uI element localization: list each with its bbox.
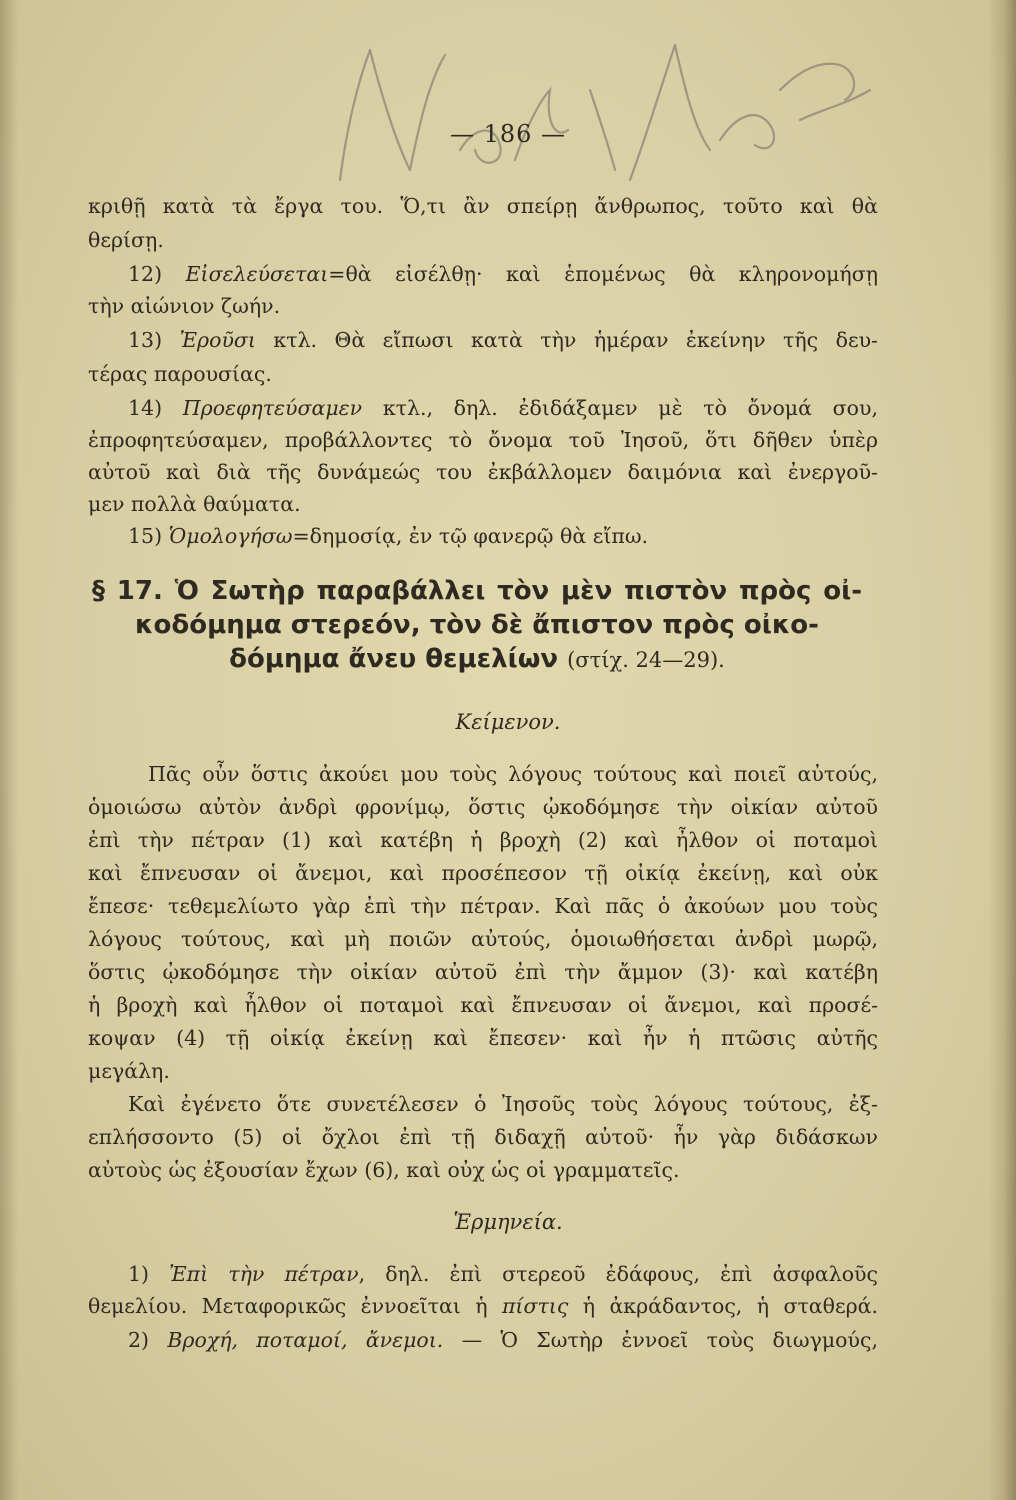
scripture-line: ἐπὶ τὴν πέτραν (1) καὶ κατέβη ἡ βροχὴ (2) καὶ ἦλθον οἱ ποταμοὶ [88,828,878,852]
section-heading-text: δόμημα ἄνευ θεμελίων [229,644,559,674]
note-15 [128,526,878,547]
scripture-line: καὶ ἔπνευσαν οἱ ἄνεμοι, καὶ προσέπεσον τῇ οἰκίᾳ ἐκείνῃ, καὶ οὐκ [88,861,878,885]
scripture-line: ὅστις ᾠκοδόμησε τὴν οἰκίαν αὐτοῦ ἐπὶ τὴν ἄμμον (3)· καὶ κατέβη [88,960,878,984]
note-term: Ἐπὶ τὴν πέτραν [169,1262,359,1286]
scripture-line: επλήσσοντο (5) οἱ ὄχλοι ἐπὶ τῇ διδαχῇ αὐτοῦ· ἦν γὰρ διδάσκων [88,1125,878,1149]
note-number: 12) [128,262,163,286]
note-term: Εἰσελεύσεται [185,262,329,286]
note-term: πίστις [501,1294,569,1318]
scripture-line: κοψαν (4) τῇ οἰκίᾳ ἐκείνῃ καὶ ἔπεσεν· καὶ ἦν ἡ πτῶσις αὐτῆς [88,1026,878,1050]
page-right-shadow [988,0,1016,1500]
note-text: =θὰ εἰσέλθῃ· καὶ ἑπομένως θὰ κληρονομήσῃ [328,262,878,286]
note-text: — Ὁ Σωτὴρ ἐννοεῖ τοὺς διωγμούς, [443,1328,878,1352]
interpretation-1 [128,1264,878,1285]
note-number: 1) [128,1262,150,1286]
scripture-line: λόγους τούτους, καὶ μὴ ποιῶν αὐτούς, ὁμοιωθήσεται ἀνδρὶ μωρῷ, [88,927,878,951]
text-line: θερίσῃ. [88,228,164,252]
handwritten-signature-icon [300,30,880,200]
scripture-line: Καὶ ἐγένετο ὅτε συνετέλεσεν ὁ Ἰησοῦς τοὺς λόγους τούτους, ἐξ- [128,1092,878,1116]
section-heading-line-3 [92,646,862,672]
text-line: αὐτοῦ καὶ διὰ τῆς δυνάμεώς του ἐκβάλλομεν δαιμόνια καὶ ἐνεργοῦ- [88,460,878,484]
note-14 [128,398,878,419]
note-number: 2) [128,1328,150,1352]
note-number: 14) [128,396,163,420]
text-line: κριθῇ κατὰ τὰ ἔργα του. Ὅ,τι ἂν σπείρῃ ἄνθρωπος, τοῦτο καὶ θὰ [88,194,878,218]
interpretation-heading: Ἑρμηνεία. [453,1210,563,1234]
text-line: τὴν αἰώνιον ζωήν. [88,294,281,318]
text-line: ἐπροφητεύσαμεν, προβάλλοντες τὸ ὄνομα τοῦ Ἰησοῦ, ὅτι δῆθεν ὑπὲρ [88,428,878,452]
scripture-line: μεγάλη. [88,1059,170,1083]
interpretation-2 [128,1330,878,1351]
scripture-line: αὐτοὺς ὡς ἐξουσίαν ἔχων (6), καὶ οὐχ ὡς οἱ γραμματεῖς. [88,1158,680,1182]
note-text: , δηλ. ἐπὶ στερεοῦ ἐδάφους, ἐπὶ ἀσφαλοῦς [358,1262,878,1286]
note-text: ἡ ἀκράδαντος, ἡ σταθερά. [568,1294,878,1318]
scripture-line: ἔπεσε· τεθεμελίωτο γὰρ ἐπὶ τὴν πέτραν. Καὶ πᾶς ὁ ἀκούων μου τοὺς [88,894,878,918]
page-number: — 186 — [449,120,567,148]
note-text: κτλ., δηλ. ἐδιδάξαμεν μὲ τὸ ὄνομά σου, [382,396,878,420]
note-12 [128,264,878,285]
scripture-line: ὁμοιώσω αὐτὸν ἀνδρὶ φρονίμῳ, ὅστις ᾠκοδόμησε τὴν οἰκίαν αὐτοῦ [88,795,878,819]
note-text: =δημοσίᾳ, ἐν τῷ φανερῷ θὰ εἴπω. [292,524,649,548]
section-verses: (στίχ. 24—29). [567,648,725,672]
text-line: μεν πολλὰ θαύματα. [88,492,301,516]
note-number: 13) [128,328,163,352]
text-heading: Κείμενον. [455,710,561,734]
note-text: κτλ. Θὰ εἴπωσι κατὰ τὴν ἡμέραν ἐκείνην τῆς δευ- [273,328,878,352]
note-term: Ὁμολογήσω [168,524,293,548]
note-number: 15) [128,524,163,548]
note-13 [128,330,878,351]
interpretation-1-cont [88,1296,878,1317]
section-heading-line-2: κοδόμημα στερεόν, τὸν δὲ ἄπιστον πρὸς οἰκο- [135,610,819,640]
text-line: τέρας παρουσίας. [88,362,272,386]
scripture-line: Πᾶς οὖν ὅστις ἀκούει μου τοὺς λόγους τούτους καὶ ποιεῖ αὐτούς, [148,762,878,786]
note-term: Ἐροῦσι [179,328,256,352]
page-left-shadow [0,0,18,1500]
note-term: Προεφητεύσαμεν [182,396,363,420]
note-term: Βροχή, ποταμοί, ἄνεμοι. [167,1328,444,1352]
note-text: θεμελίου. Μεταφορικῶς ἐννοεῖται ἡ [88,1294,502,1318]
section-heading-line-1: § 17. Ὁ Σωτὴρ παραβάλλει τὸν μὲν πιστὸν πρὸς οἰ- [92,576,862,606]
scripture-line: ἡ βροχὴ καὶ ἦλθον οἱ ποταμοὶ καὶ ἔπνευσαν οἱ ἄνεμοι, καὶ προσέ- [88,993,878,1017]
